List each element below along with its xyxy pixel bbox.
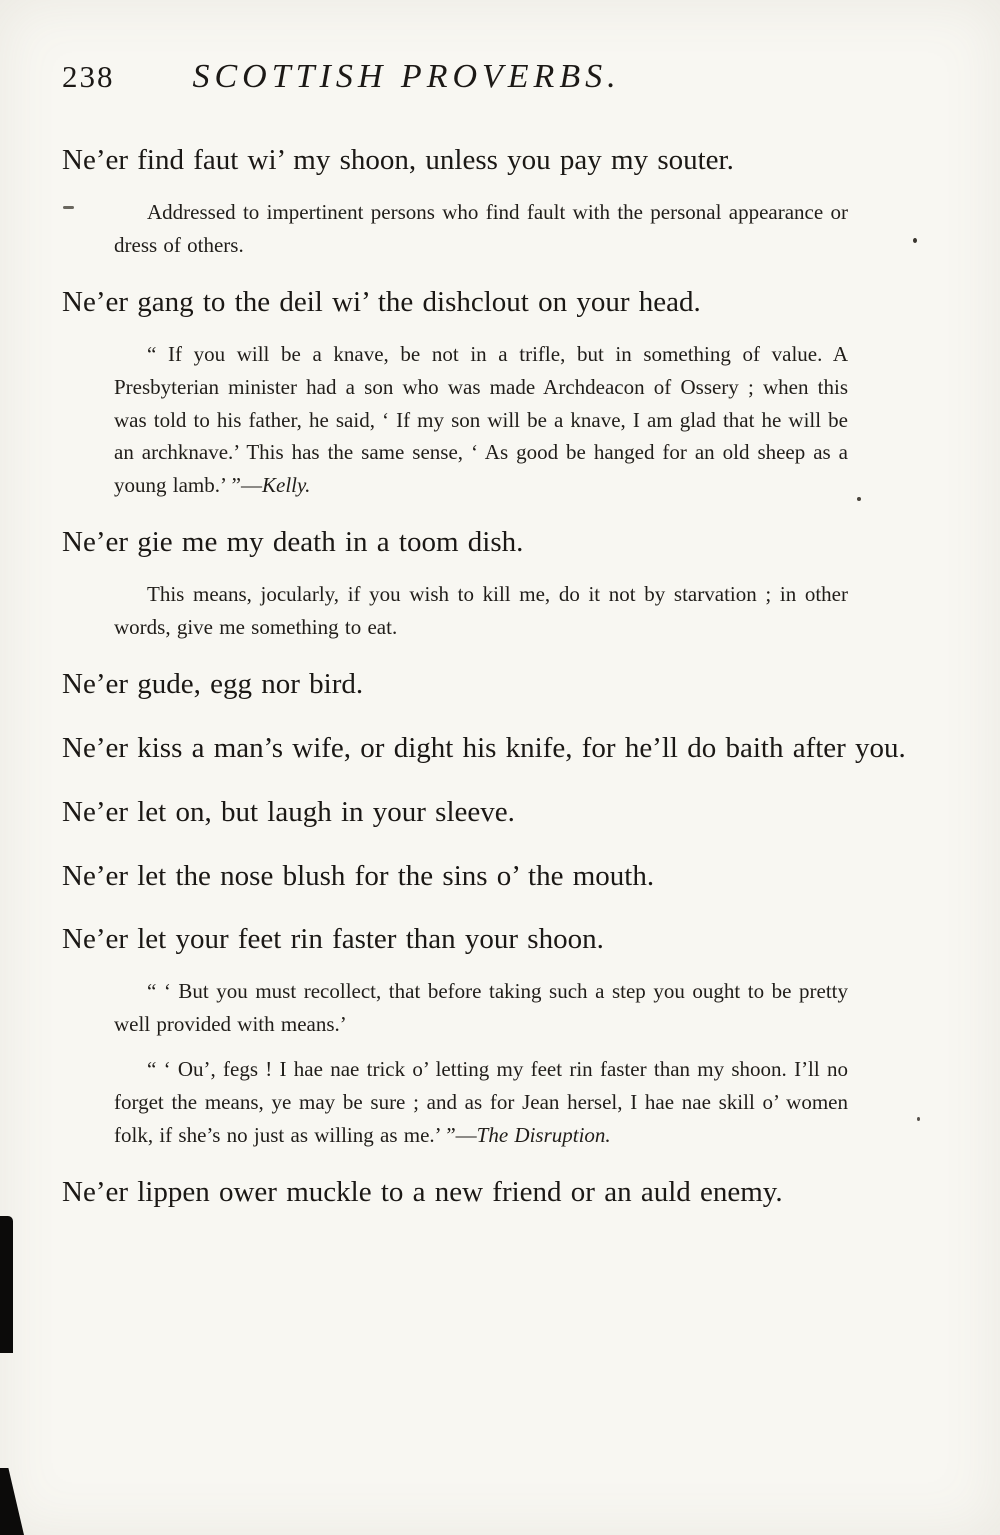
note-text: This means, jocularly, if you wish to kill me, do it not by starvation ; in other words, give me something to eat. <box>114 582 848 640</box>
proverb: Ne’er kiss a man’s wife, or dight his knife, for he’ll do baith after you. <box>62 731 906 764</box>
note-text: “ ‘ But you must recollect, that before taking such a step you ought to be pretty well provided with means.’ <box>114 979 848 1037</box>
proverb-note <box>114 338 848 503</box>
note-text: Addressed to impertinent persons who find fault with the personal appearance or dress of others. <box>114 199 848 257</box>
scan-artifact <box>0 1216 13 1353</box>
scan-artifact <box>917 1117 920 1121</box>
scan-artifact <box>63 206 74 209</box>
proverb-note <box>114 196 848 262</box>
scan-artifact <box>857 497 861 501</box>
note-attribution: The Disruption. <box>476 1123 611 1148</box>
scan-artifact <box>0 1468 24 1535</box>
note-attribution: Kelly. <box>262 473 311 498</box>
page-header <box>0 0 1000 96</box>
proverb: Ne’er gang to the deil wi’ the dishclout on your head. <box>62 285 701 318</box>
proverb: Ne’er let on, but laugh in your sleeve. <box>62 795 515 828</box>
proverb: Ne’er let your feet rin faster than your shoon. <box>62 923 604 956</box>
proverb: Ne’er gude, egg nor bird. <box>62 668 364 701</box>
proverb-note <box>114 578 848 644</box>
running-title: SCOTTISH PROVERBS. <box>192 58 621 95</box>
page-body <box>0 96 1000 1216</box>
scan-artifact <box>913 238 917 243</box>
note-text: “ If you will be a knave, be not in a trifle, but in something of value. A Presbyterian minister had a son who was made Archdeacon of Ossery ; when this was told to his father, he said, ‘ If my son will be a knave, I am glad that he will be an archknave.’ This has the same sense, ‘ As good be hanged for an old sheep as a young lamb.’ ”— <box>114 341 848 498</box>
proverb-note <box>114 1053 848 1152</box>
proverb: Ne’er find faut wi’ my shoon, unless you pay my souter. <box>62 144 734 176</box>
page-number: 238 <box>62 59 115 94</box>
proverb: Ne’er let the nose blush for the sins o’ the mouth. <box>62 859 655 892</box>
note-text: “ ‘ Ou’, fegs ! I hae nae trick o’ letting my feet rin faster than my shoon. I’ll no forget the means, ye may be sure ; and as for Jean hersel, I hae nae skill o’ women folk, if she’s no just as willing as me.’ ”— <box>114 1057 848 1148</box>
proverb: Ne’er lippen ower muckle to a new friend or an auld enemy. <box>62 1176 783 1209</box>
proverb: Ne’er gie me my death in a toom dish. <box>62 526 524 559</box>
proverb-note <box>114 975 848 1041</box>
